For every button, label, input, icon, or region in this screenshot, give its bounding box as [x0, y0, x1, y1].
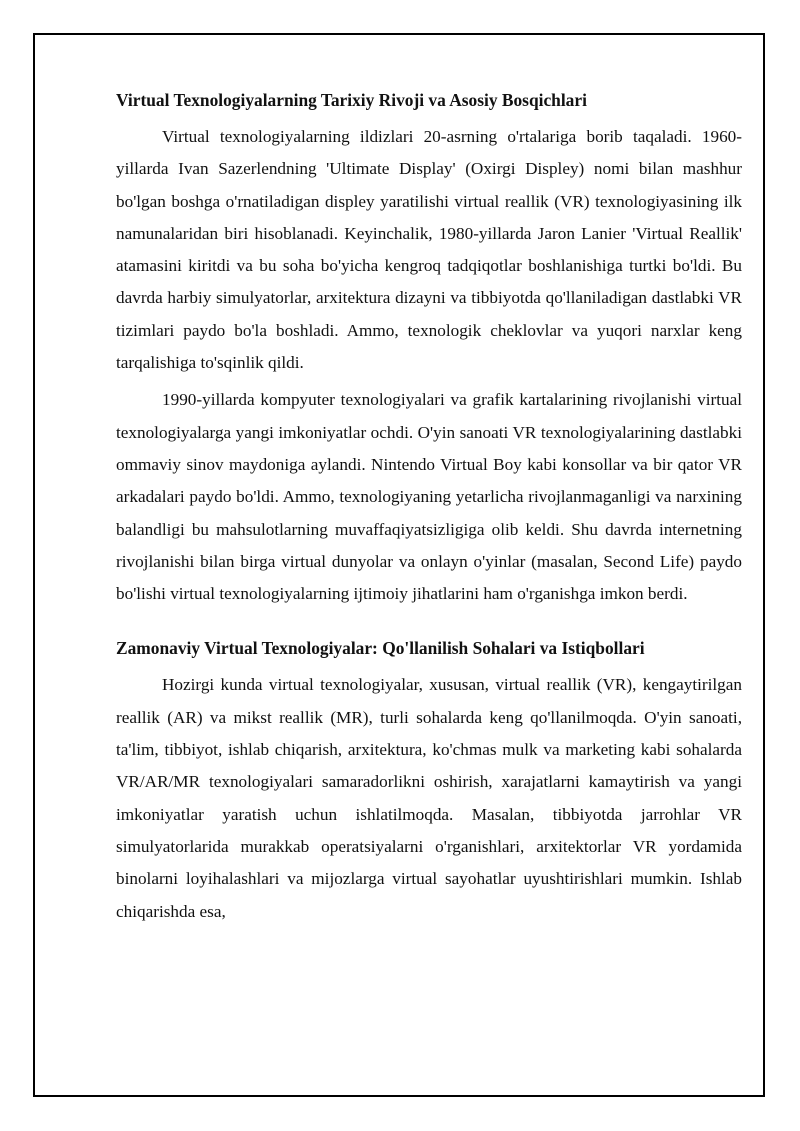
paragraph-1990s: 1990-yillarda kompyuter texnologiyalari va grafik kartalarining rivojlanishi virtual texnologiyalarga yangi imkoniyatlar ochdi. O'yin sanoati VR texnologiyalarining dastlabki ommaviy sinov maydoniga aylandi. Nintendo Virtual Boy kabi konsollar va bir qator VR arkadalari paydo bo'ldi. Ammo, texnologiyaning yetarlicha rivojlanmaganligi va narxining balandligi bu mahsulotlarning muvaffaqiyatsizligiga olib keldi. Shu davrda internetning rivojlanishi bilan birga virtual dunyolar va onlayn o'yinlar (masalan, Second Life) paydo bo'lishi virtual texnologiyalarning ijtimoiy jihatlarini ham o'rganishga imkon berdi. — [116, 390, 742, 604]
spacer — [116, 610, 742, 632]
section-heading-modern: Zamonaviy Virtual Texnologiyalar: Qo'llanilish Sohalari va Istiqbollari — [116, 638, 645, 659]
document-body — [116, 84, 742, 928]
paragraph-modern-uses: Hozirgi kunda virtual texnologiyalar, xususan, virtual reallik (VR), kengaytirilgan reallik (AR) va mikst reallik (MR), turli sohalarda keng qo'llanilmoqda. O'yin sanoati, ta'lim, tibbiyot, ishlab chiqarish, arxitektura, ko'chmas mulk va marketing kabi sohalarda VR/AR/MR texnologiyalari samaradorlikni oshirish, xarajatlarni kamaytirish va yangi imkoniyatlar yaratish uchun ishlatilmoqda. Masalan, tibbiyotda jarrohlar VR simulyatorlarida murakkab operatsiyalarni o'rganishlari, arxitektorlar VR yordamida binolarni loyihalashlari va mijozlarga virtual sayohatlar uyushtirishlari mumkin. Ishlab chiqarishda esa, — [116, 675, 742, 921]
section-heading-history: Virtual Texnologiyalarning Tarixiy Rivoji va Asosiy Bosqichlari — [116, 90, 587, 110]
paragraph-origins: Virtual texnologiyalarning ildizlari 20-asrning o'rtalariga borib taqaladi. 1960-yillarda Ivan Sazerlendning 'Ultimate Display' (Oxirgi Displey) nomi bilan mashhur bo'lgan boshga o'rnatiladigan displey yaratilishi virtual reallik (VR) texnologiyasining ilk namunalaridan biri hisoblanadi. Keyinchalik, 1980-yillarda Jaron Lanier 'Virtual Reallik' atamasini kiritdi va bu soha bo'yicha kengroq tadqiqotlar boshlanishiga turtki bo'ldi. Bu davrda harbiy simulyatorlar, arxitektura dizayni va tibbiyotda qo'llaniladigan dastlabki VR tizimlari paydo bo'la boshladi. Ammo, texnologik cheklovlar va yuqori narxlar keng tarqalishiga to'sqinlik qildi. — [116, 127, 742, 373]
